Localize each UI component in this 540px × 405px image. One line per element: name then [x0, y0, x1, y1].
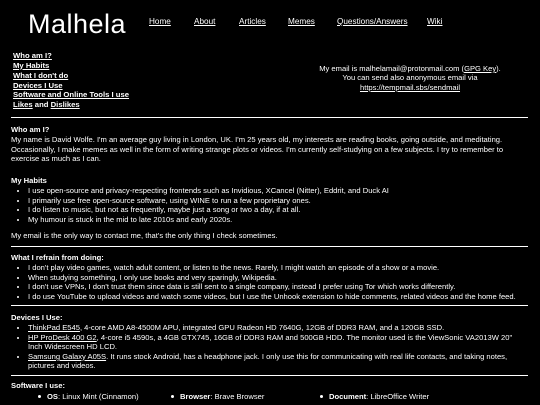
software-heading: Software I use:	[11, 381, 66, 390]
device-desc: , 4-core AMD A8-4500M APU, integrated GPU Radeon HD 7640G, 12GB of DDR3 RAM, and a 120GB SSD.	[79, 323, 445, 333]
list-item	[28, 352, 526, 371]
bullet-icon	[320, 395, 323, 398]
list-item: • I do listen to music, but not as frequently, maybe just a song or two a day, if at all.	[28, 205, 526, 214]
nav-articles[interactable]: Articles	[239, 17, 266, 26]
gpg-key-link[interactable]: GPG Key	[464, 64, 497, 73]
email-suffix: ).	[496, 64, 501, 73]
nav-wiki[interactable]: Wiki	[427, 17, 443, 26]
table-of-contents	[13, 51, 129, 110]
toc-what-i-dont-do[interactable]: What I don't do	[13, 70, 69, 80]
list-item: • My humour is stuck in the mid to late 2010s and early 2020s.	[28, 215, 526, 224]
devices-list	[11, 323, 526, 370]
divider	[11, 305, 528, 306]
list-item	[28, 323, 526, 332]
refrain-list	[11, 263, 526, 301]
software-value: : LibreOffice Writer	[366, 392, 430, 401]
who-heading: Who am I?	[11, 125, 50, 134]
nav-home[interactable]: Home	[149, 17, 171, 26]
device-desc: . It runs stock Android, has a headphone jack. I only use this for communicating with real life contacts, and taking notes, pictures and videos.	[28, 351, 508, 371]
software-value: : Linux Mint (Cinnamon)	[57, 392, 139, 401]
list-item	[28, 333, 526, 352]
section-habits	[11, 176, 526, 241]
list-item: • I don't use VPNs, I don't trust them since data is still sent to a single company, instead I prefer using Tor which works differently.	[28, 282, 526, 291]
divider	[11, 246, 528, 247]
site-logo[interactable]: Malhela	[28, 9, 127, 39]
habits-list	[11, 186, 526, 224]
software-item-browser	[171, 392, 264, 401]
list-item: • When studying something, I only use books and very sparingly, Wikipedia.	[28, 273, 526, 282]
toc-likes[interactable]: Likes	[13, 100, 33, 110]
contact-info	[300, 64, 520, 92]
nav-questions-answers[interactable]: Questions/Answers	[337, 17, 408, 26]
section-refrain	[11, 253, 526, 301]
section-devices	[11, 313, 526, 371]
main-nav	[0, 17, 540, 29]
habits-note: My email is the only way to contact me, that's the only thing I check sometimes.	[11, 231, 278, 241]
list-item: • I use open-source and privacy-respecting frontends such as Invidious, XCancel (Nitter), Eddrit, and Duck AI	[28, 186, 526, 195]
software-label: Document	[329, 392, 367, 401]
section-software	[11, 381, 526, 391]
device-samsung-link[interactable]: Samsung Galaxy A05S	[28, 351, 107, 361]
software-value: : Brave Browser	[210, 392, 265, 401]
who-text: My name is David Wolfe. I'm an average guy living in London, UK. I'm 25 years old, my interests are reading books, going outside, and meditating. Occasionally, I make memes as well in the form of writing strange plots or videos. I'm currently self-studying on a few subjects. I try to remember to exercise as much as I can.	[11, 135, 504, 164]
toc-software[interactable]: Software and Online Tools I use	[13, 90, 130, 100]
device-thinkpad-link[interactable]: ThinkPad E545	[28, 323, 80, 333]
software-label: OS	[47, 392, 58, 401]
software-item-document	[320, 392, 429, 401]
refrain-heading: What I refrain from doing:	[11, 253, 104, 262]
device-desc: , 4-core i5 4590s, a 4GB GTX745, 16GB of DDR3 RAM and 500GB HDD. The monitor used is the ViewSonic VA2013W 20" Inch Widescreen HD LCD.	[28, 332, 513, 352]
toc-my-habits[interactable]: My Habits	[13, 60, 50, 70]
list-item: • I do use YouTube to upload videos and watch some videos, but I use the Unhook extension to hide comments, related videos and the home feed.	[28, 292, 526, 301]
toc-and: and	[32, 100, 51, 110]
bullet-icon	[38, 395, 41, 398]
toc-who-am-i[interactable]: Who am I?	[13, 51, 52, 60]
divider	[11, 375, 528, 376]
software-label: Browser	[180, 392, 211, 401]
devices-heading: Devices I Use:	[11, 313, 63, 322]
habits-heading: My Habits	[11, 176, 47, 185]
email-text: My email is malhelamail@protonmail.com (	[319, 64, 465, 73]
nav-memes[interactable]: Memes	[288, 17, 315, 26]
section-who-am-i	[11, 125, 526, 164]
tempmail-link[interactable]: https://tempmail.sbs/sendmail	[359, 82, 461, 92]
toc-devices[interactable]: Devices I Use	[13, 80, 63, 90]
anon-email-text: You can send also anonymous email via	[342, 73, 478, 83]
device-hp-prodesk-link[interactable]: HP ProDesk 400 G2	[28, 332, 97, 342]
bullet-icon	[171, 395, 174, 398]
list-item: • I primarily use free open-source software, using WINE to run a few proprietary ones.	[28, 196, 526, 205]
software-item-os	[38, 392, 139, 401]
toc-dislikes[interactable]: Dislikes	[50, 100, 80, 110]
list-item: • I don't play video games, watch adult content, or listen to the news. Rarely, I might watch an episode of a show or a movie.	[28, 263, 526, 272]
nav-about[interactable]: About	[194, 17, 216, 26]
divider	[11, 117, 528, 118]
